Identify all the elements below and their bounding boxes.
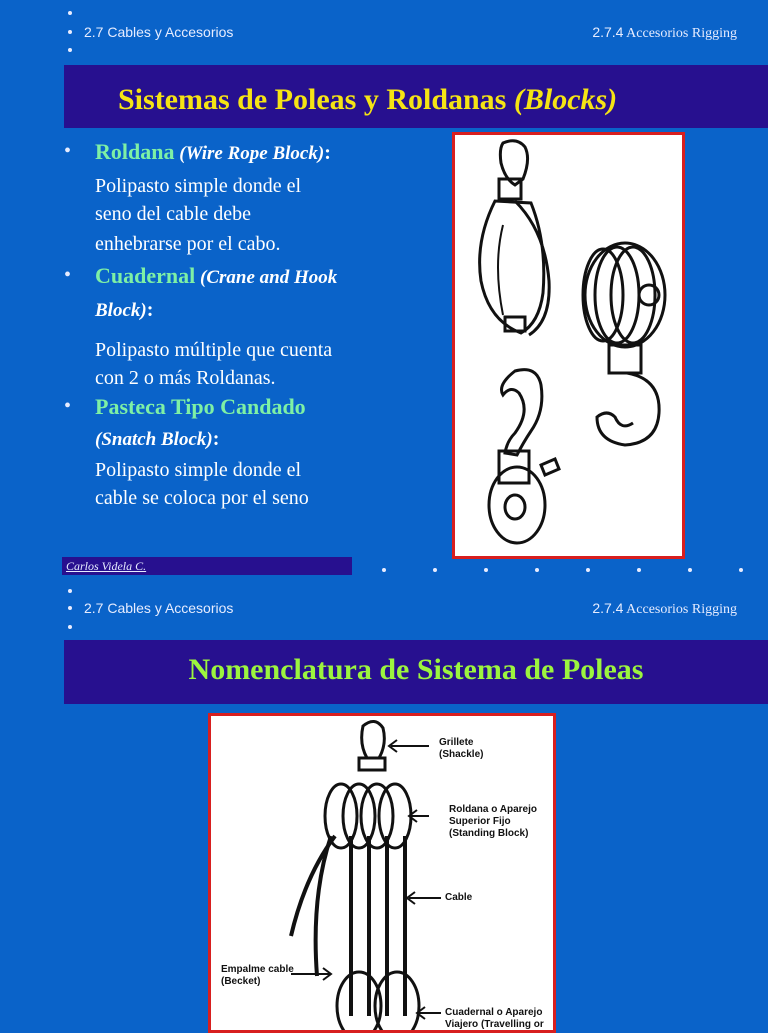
term-pasteca-english [95, 425, 219, 451]
bullet-dot [586, 568, 590, 572]
bullet-dot [68, 30, 72, 34]
term-roldana [95, 139, 331, 165]
nomenclature-diagram [208, 713, 556, 1033]
term-english: (Wire Rope Block) [174, 143, 325, 164]
term-label: Pasteca Tipo Candado [95, 394, 306, 419]
header-subsection-text: Accesorios Rigging [623, 602, 737, 617]
description-line: Polipasto simple donde el [95, 459, 302, 481]
label-shackle [439, 737, 483, 761]
blocks-illustration [452, 132, 685, 559]
term-english: (Snatch Block) [95, 429, 213, 450]
header-subsection-label [592, 24, 737, 42]
header-section-label: 2.7 Cables y Accesorios [84, 24, 234, 40]
label-line: Cuadernal o Aparejo [445, 1007, 543, 1018]
title-italic-text: (Blocks) [513, 83, 618, 116]
label-standing-block [449, 804, 537, 840]
author-link[interactable]: Carlos Videla C. [62, 557, 352, 575]
list-bullet: • [64, 395, 72, 417]
term-english: (Crane and Hook [195, 267, 338, 288]
header-subsection-number: 2.7.4 [592, 600, 624, 616]
list-bullet: • [64, 140, 72, 162]
bullet-dot [68, 11, 72, 15]
term-label: Roldana [95, 139, 175, 164]
description-line: Polipasto múltiple que cuenta [95, 339, 333, 361]
description-roldana [95, 172, 301, 258]
description-line: enhebrarse por el cabo. [95, 233, 281, 255]
label-becket [221, 964, 294, 988]
page-title: Nomenclatura de Sistema de Poleas [188, 653, 644, 686]
header-subsection-text: Accesorios Rigging [623, 26, 737, 41]
term-english-cont: Block) [95, 300, 147, 321]
term-pasteca [95, 394, 306, 420]
label-line: Empalme cable [221, 964, 294, 975]
page-title [118, 83, 617, 117]
header-subsection-number: 2.7.4 [592, 24, 624, 40]
bullet-dot [637, 568, 641, 572]
pulley-blocks-drawing [455, 135, 682, 556]
label-travelling-block [445, 1007, 544, 1031]
bullet-dot [68, 606, 72, 610]
bullet-dot [382, 568, 386, 572]
bullet-dot [484, 568, 488, 572]
label-line: (Shackle) [439, 749, 484, 760]
label-line: Roldana o Aparejo [449, 804, 537, 815]
bullet-dot [535, 568, 539, 572]
description-cuadernal [95, 336, 332, 392]
description-line: con 2 o más Roldanas. [95, 367, 276, 389]
bullet-dot [68, 48, 72, 52]
term-label: Cuadernal [95, 263, 196, 288]
label-line: (Becket) [221, 976, 261, 987]
bullet-dot [739, 568, 743, 572]
label-line: Viajero (Travelling or [445, 1019, 544, 1030]
term-cuadernal [95, 263, 337, 289]
label-line: Cable [445, 892, 473, 903]
title-bar [64, 640, 768, 704]
term-colon: : [146, 299, 154, 321]
title-text: Sistemas de Poleas y Roldanas [118, 83, 514, 116]
description-pasteca [95, 456, 309, 512]
description-line: seno del cable debe [95, 203, 252, 225]
header-subsection-label [592, 600, 737, 618]
label-line: (Standing Block) [449, 828, 529, 839]
label-cable [445, 892, 472, 904]
term-colon: : [212, 428, 220, 450]
term-cuadernal-cont [95, 296, 153, 322]
description-line: Polipasto simple donde el [95, 175, 302, 197]
list-bullet: • [64, 264, 72, 286]
header-section-label: 2.7 Cables y Accesorios [84, 600, 234, 616]
bullet-dot [68, 589, 72, 593]
label-line: Grillete [439, 737, 474, 748]
bullet-dot [68, 625, 72, 629]
term-colon: : [324, 142, 331, 164]
description-line: cable se coloca por el seno [95, 487, 309, 509]
bullet-dot [688, 568, 692, 572]
label-line: Superior Fijo [449, 816, 511, 827]
bullet-dot [433, 568, 437, 572]
